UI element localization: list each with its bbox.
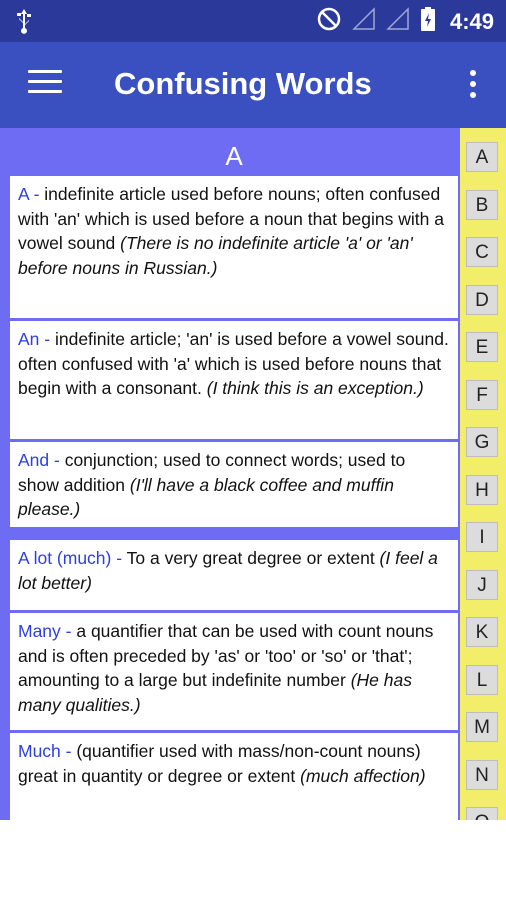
index-letter-d[interactable]: D (466, 285, 498, 315)
index-letter-m[interactable]: M (466, 712, 498, 742)
index-letter-c[interactable]: C (466, 237, 498, 267)
entry-card[interactable] (10, 540, 458, 610)
entry-example: (I feel a lot better) (18, 548, 438, 593)
entry-separator: - (39, 329, 55, 349)
index-letter-l[interactable]: L (466, 665, 498, 695)
entry-definition: (quantifier used with mass/non-count nouns) great in quantity or degree or extent (18, 741, 421, 786)
battery-icon (420, 6, 436, 37)
index-letter-a[interactable]: A (466, 142, 498, 172)
signal-icon (352, 7, 376, 36)
entry-example: (much affection) (300, 765, 426, 786)
entry-card[interactable] (10, 613, 458, 730)
entry-card[interactable] (10, 321, 458, 439)
alphabet-index (460, 128, 506, 820)
empty-footer-area (0, 820, 506, 900)
entry-card[interactable] (10, 442, 458, 527)
entry-separator: - (49, 450, 65, 470)
app-bar (0, 42, 506, 128)
entry-example: (There is no indefinite article 'a' or 'an' before nouns in Russian.) (18, 233, 413, 278)
signal-icon (386, 7, 410, 36)
entry-term: Many (18, 621, 61, 641)
entry-term: An (18, 329, 40, 349)
entry-definition: indefinite article used before nouns; often confused with 'an' which is used before a noun that begins with a vowel sound (18, 184, 444, 253)
app-title: Confusing Words (114, 66, 372, 101)
index-letter-g[interactable]: G (466, 427, 498, 457)
entry-definition: conjunction; used to connect words; used to show addition (18, 450, 406, 495)
index-letter-j[interactable]: J (466, 570, 498, 600)
index-letter-i[interactable]: I (466, 522, 498, 552)
entry-term: Much (18, 741, 61, 761)
entry-definition: a quantifier that can be used with count nouns and is often preceded by 'as' or 'too' or 'so' or 'that'; amounting to a large but indefinite number (18, 621, 434, 690)
word-list[interactable] (0, 128, 506, 820)
index-letter-b[interactable]: B (466, 190, 498, 220)
entry-example: (I'll have a black coffee and muffin please.) (18, 474, 394, 519)
entry-definition: To a very great degree or extent (126, 548, 380, 568)
entry-separator: - (111, 548, 127, 568)
entry-card[interactable] (10, 176, 458, 318)
entry-term: A (18, 184, 29, 204)
hamburger-menu-icon[interactable] (28, 70, 62, 96)
entry-separator: - (28, 184, 45, 204)
do-not-disturb-icon (316, 6, 342, 37)
entry-separator: - (60, 621, 77, 641)
entry-definition: indefinite article; 'an' is used before a vowel sound. often confused with 'a' which is used before nouns that begin with a consonant. (18, 329, 449, 398)
index-letter-k[interactable]: K (466, 617, 498, 647)
status-bar (0, 0, 506, 42)
index-letter-n[interactable]: N (466, 760, 498, 790)
more-options-icon[interactable] (470, 70, 478, 100)
entry-term: A lot (much) (18, 548, 112, 568)
usb-icon (16, 8, 32, 40)
entry-example: (He has many qualities.) (18, 670, 412, 715)
index-letter-e[interactable]: E (466, 332, 498, 362)
entry-example: (I think this is an exception.) (206, 378, 424, 398)
index-letter-h[interactable]: H (466, 475, 498, 505)
clock-time: 4:49 (449, 8, 494, 34)
index-letter-f[interactable]: F (466, 380, 498, 410)
entry-card[interactable] (10, 733, 458, 833)
section-header: A (10, 136, 458, 176)
entry-term: And (18, 450, 50, 470)
entry-separator: - (60, 741, 77, 761)
